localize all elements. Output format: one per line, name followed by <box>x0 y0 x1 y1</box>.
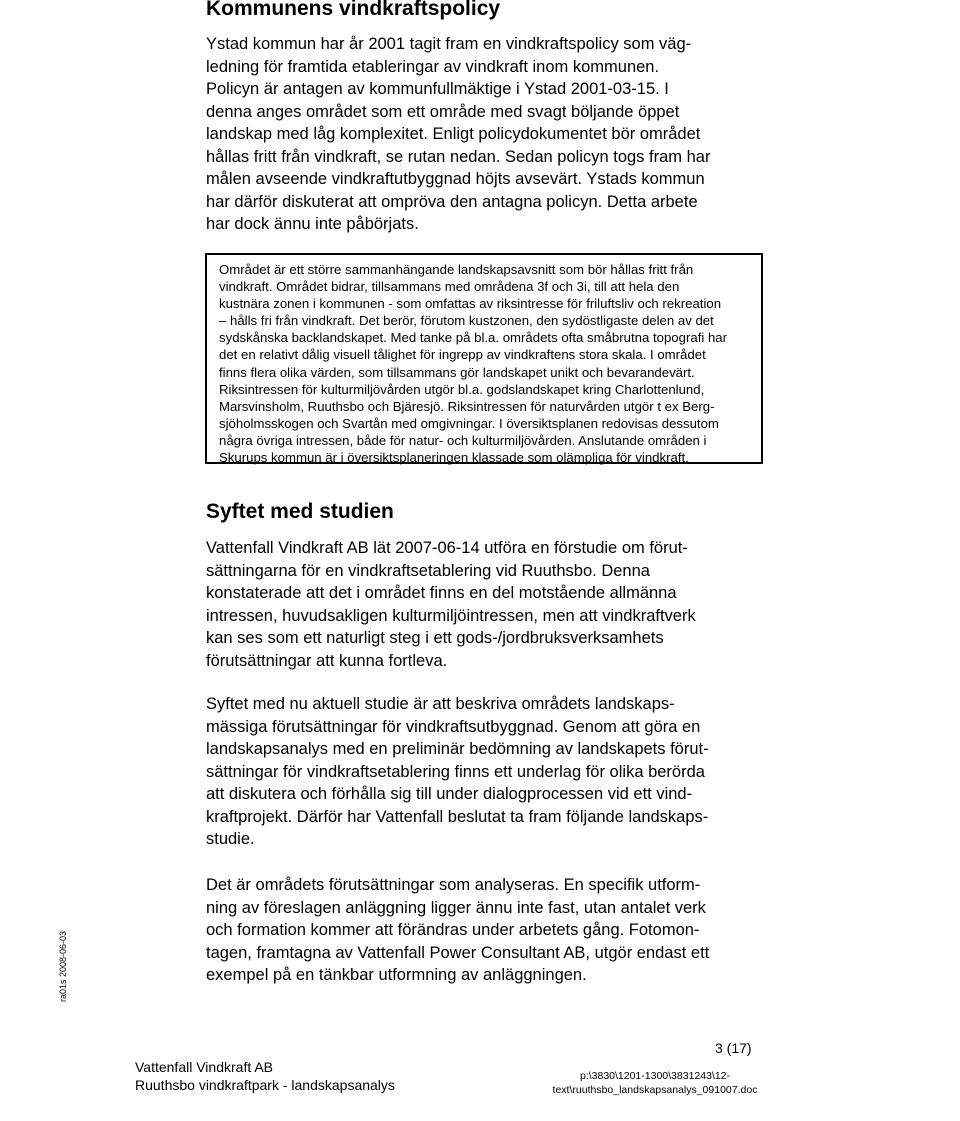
box-line: några övriga intressen, både för natur- och kulturmiljövården. Anslutande områden i <box>219 432 707 448</box>
purpose-paragraph-2 <box>206 693 709 851</box>
text-line: landskap med låg komplexitet. Enligt policydokumentet bör området <box>206 125 701 143</box>
purpose-paragraph-3 <box>206 874 709 987</box>
text-line: konstaterade att det i området finns en del motstående allmänna <box>206 584 677 602</box>
file-path-line: text\ruuthsbo_landskapsanalys_091007.doc <box>552 1084 758 1096</box>
text-line: denna anges området som ett område med svagt böljande öppet <box>206 102 680 121</box>
text-line: studie. <box>206 830 255 848</box>
section-heading-policy: Kommunens vindkraftspolicy <box>206 0 501 20</box>
footer-report-title: Ruuthsbo vindkraftpark - landskapsanalys <box>135 1077 395 1093</box>
box-line: sydskånska backlandskapet. Med tanke på bl.a. områdets ofta småbrutna topografi har <box>219 330 728 346</box>
policy-paragraph <box>206 33 710 236</box>
text-line: har dock ännu inte påbörjats. <box>206 215 419 233</box>
box-line: sjöholmsskogen och Svartån med omgivningar. I översiktsplanen redovisas dessutom <box>219 415 719 431</box>
box-line: Området är ett större sammanhängande landskapsavsnitt som bör hållas fritt från <box>219 262 694 277</box>
text-line: målen avseende vindkraftutbyggnad höjts avsevärt. Ystads kommun <box>206 170 705 188</box>
box-line: finns flera olika värden, som tillsammans gör landskapet unikt och bevarandevärt. <box>219 364 695 380</box>
text-line: Syftet med nu aktuell studie är att beskriva områdets landskaps- <box>206 695 675 713</box>
policy-box-text <box>219 261 727 466</box>
box-line: kustnära zonen i kommunen - som omfattas av riksintresse för friluftsliv och rekreation <box>219 296 722 312</box>
text-line: och formation kommer att förändras under arbetets gång. Fotomon- <box>206 921 700 939</box>
text-line: sättningar för vindkraftsetablering finns ett underlag för olika berörda <box>206 762 705 781</box>
section-heading-purpose: Syftet med studien <box>206 500 394 523</box>
text-line: exempel på en tänkbar utformning av anläggningen. <box>206 966 587 984</box>
box-line: det en relativt dålig visuell tålighet för ingrepp av vindkraftens stora skala. I området <box>219 347 706 363</box>
page-number: 3 (17) <box>715 1040 752 1056</box>
footer-file-path <box>550 1069 760 1097</box>
file-path-line: p:\3830\1201-1300\3831243\12- <box>579 1070 731 1082</box>
box-line: – hålls fri från vindkraft. Det berör, förutom kustzonen, den sydöstligaste delen av det <box>219 313 714 329</box>
policy-box <box>205 253 763 464</box>
text-line: Ystad kommun har år 2001 tagit fram en vindkraftspolicy som väg- <box>206 35 692 53</box>
text-line: Policyn är antagen av kommunfullmäktige i Ystad 2001-03-15. I <box>206 80 669 98</box>
text-line: kan ses som ett naturligt steg i ett gods-/jordbruksverksamhets <box>206 629 664 647</box>
text-line: hållas fritt från vindkraft, se rutan nedan. Sedan policyn togs fram har <box>206 147 711 166</box>
text-line: Vattenfall Vindkraft AB lät 2007-06-14 utföra en förstudie om förut- <box>206 539 688 557</box>
text-line: landskapsanalys med en preliminär bedömning av landskapets förut- <box>206 740 709 758</box>
text-line: sättningarna för en vindkraftsetablering vid Ruuthsbo. Denna <box>206 561 650 580</box>
sidebar-document-code: ra01s 2008-06-03 <box>58 930 68 1002</box>
text-line: intressen, huvudsakligen kulturmiljöintressen, men att vindkraftverk <box>206 606 696 625</box>
box-line: Riksintressen för kulturmiljövården utgör bl.a. godslandskapet kring Charlottenlund, <box>219 381 705 397</box>
text-line: ning av föreslagen anläggning ligger ännu inte fast, utan antalet verk <box>206 898 706 917</box>
box-line: Skurups kommun är i översiktsplaneringen klassade som olämpliga för vindkraft. <box>219 450 689 466</box>
text-line: Det är områdets förutsättningar som analyseras. En specifik utform- <box>206 876 701 894</box>
text-line: mässiga förutsättningar för vindkraftsutbyggnad. Genom att göra en <box>206 717 701 736</box>
box-line: Marsvinsholm, Ruuthsbo och Bjäresjö. Riksintressen för naturvården utgör t ex Berg- <box>219 398 715 414</box>
purpose-paragraph-1 <box>206 537 696 672</box>
text-line: tagen, framtagna av Vattenfall Power Consultant AB, utgör endast ett <box>206 943 710 962</box>
text-line: att diskutera och förhålla sig till under dialogprocessen vid ett vind- <box>206 785 693 803</box>
footer-company: Vattenfall Vindkraft AB <box>135 1059 274 1075</box>
text-line: kraftprojekt. Därför har Vattenfall beslutat ta fram följande landskaps- <box>206 807 709 826</box>
text-line: ledning för framtida etableringar av vindkraft inom kommunen. <box>206 57 660 76</box>
text-line: har därför diskuterat att ompröva den antagna policyn. Detta arbete <box>206 192 698 211</box>
text-line: förutsättningar att kunna fortleva. <box>206 651 448 670</box>
box-line: vindkraft. Området bidrar, tillsammans med områdena 3f och 3i, till att hela den <box>219 279 680 295</box>
